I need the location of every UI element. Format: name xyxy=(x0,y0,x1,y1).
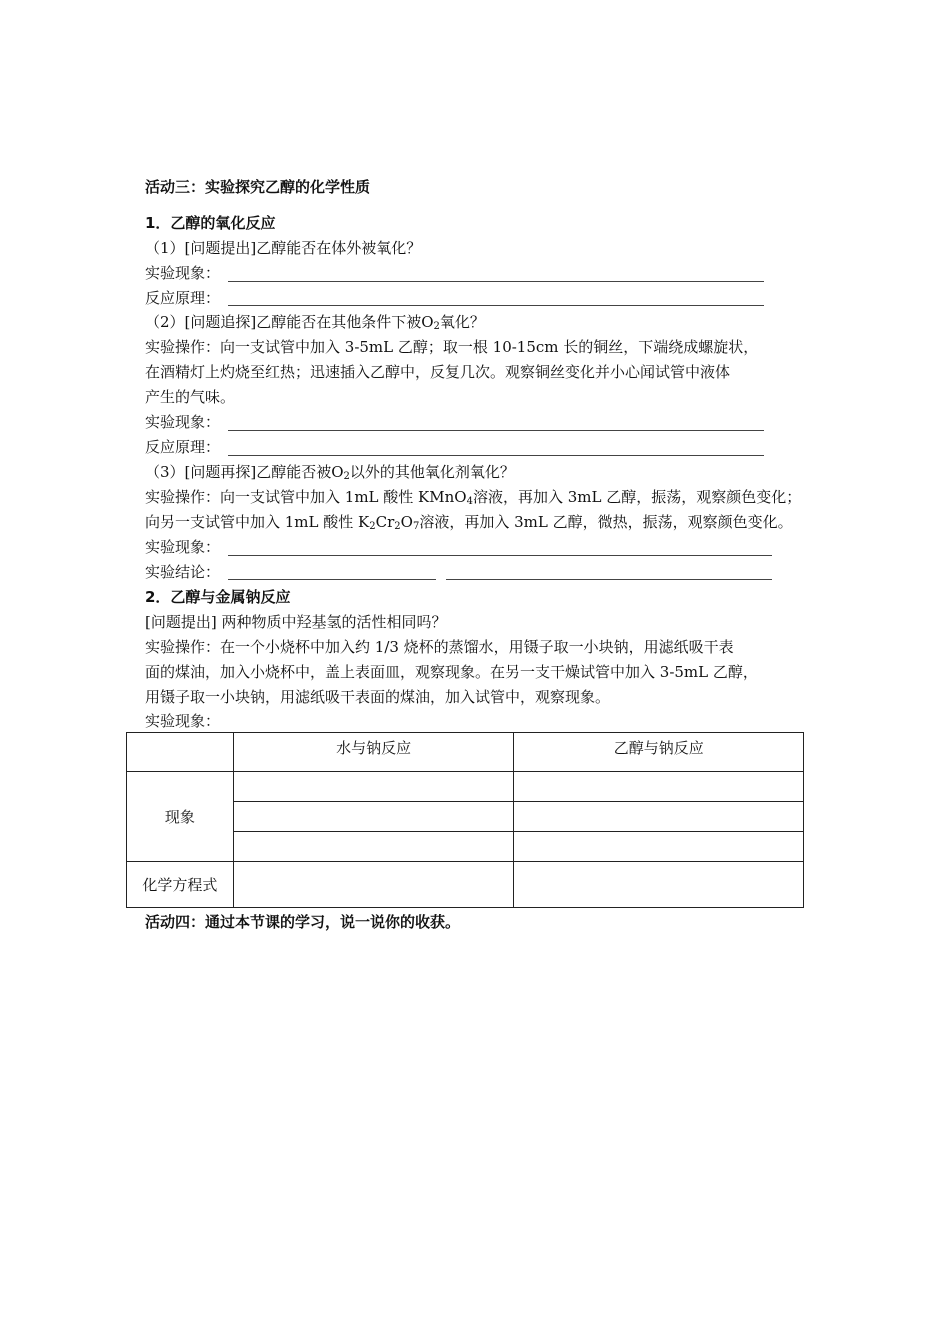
q3-text: （3）[问题再探]乙醇能否被$O_2$以外的其他氧化剂氧化？ xyxy=(145,463,515,482)
ethanol-phenomenon-cell-1[interactable] xyxy=(514,772,804,802)
q2-phenomenon-blank[interactable] xyxy=(228,430,764,431)
table-row xyxy=(127,862,804,908)
q2-operation-line-1: 实验操作：向一支试管中加入 3-5mL 乙醇；取一根 10-15cm 长的铜丝，下端绕成螺旋状， xyxy=(145,338,759,356)
ethanol-phenomenon-cell-2[interactable] xyxy=(514,802,804,832)
water-phenomenon-cell-2[interactable] xyxy=(233,802,514,832)
water-equation-cell[interactable] xyxy=(233,862,514,908)
q3-conclusion-blank-1[interactable] xyxy=(228,579,436,580)
q1-phenomenon-blank[interactable] xyxy=(228,281,764,282)
row-label-equation: 化学方程式 xyxy=(127,862,234,908)
table-corner-cell xyxy=(127,733,234,772)
section2-title: 2．乙醇与金属钠反应 xyxy=(145,588,291,606)
q1-principle-blank[interactable] xyxy=(228,305,764,306)
section1-title: 1．乙醇的氧化反应 xyxy=(145,214,276,232)
q1-principle-label: 反应原理： xyxy=(145,289,221,307)
q2-text: （2）[问题追探]乙醇能否在其他条件下被$O_2$氧化？ xyxy=(145,313,485,332)
sodium-reaction-table xyxy=(126,732,804,908)
water-phenomenon-cell-1[interactable] xyxy=(233,772,514,802)
q3-operation-line-2: 向另一支试管中加入 1mL 酸性 $K_2Cr_2O_7$溶液，再加入 3mL 乙醇，微热，振荡，观察颜色变化。 xyxy=(145,513,793,532)
q3-operation-line-1: 实验操作：向一支试管中加入 1mL 酸性 KMnO$_4$溶液，再加入 3mL 乙醇，振荡，观察颜色变化； xyxy=(145,488,802,507)
q2-operation-line-3: 产生的气味。 xyxy=(145,388,236,406)
header-ethanol-sodium: 乙醇与钠反应 xyxy=(514,733,804,772)
s2-question: [问题提出] 两种物质中羟基氢的活性相同吗？ xyxy=(145,613,447,631)
q1-text: （1）[问题提出]乙醇能否在体外被氧化？ xyxy=(145,239,422,257)
q2-phenomenon-label: 实验现象： xyxy=(145,413,221,431)
q3-phenomenon-blank[interactable] xyxy=(228,555,772,556)
water-phenomenon-cell-3[interactable] xyxy=(233,832,514,862)
activity3-title: 活动三：实验探究乙醇的化学性质 xyxy=(145,178,371,196)
q3-phenomenon-label: 实验现象： xyxy=(145,538,221,556)
s2-phenomenon-label: 实验现象： xyxy=(145,712,221,730)
ethanol-phenomenon-cell-3[interactable] xyxy=(514,832,804,862)
activity4-title: 活动四：通过本节课的学习，说一说你的收获。 xyxy=(145,913,461,931)
q2-operation-line-2: 在酒精灯上灼烧至红热；迅速插入乙醇中，反复几次。观察铜丝变化并小心闻试管中液体 xyxy=(145,363,731,381)
s2-operation-line-3: 用镊子取一小块钠，用滤纸吸干表面的煤油，加入试管中，观察现象。 xyxy=(145,688,611,706)
q2-principle-label: 反应原理： xyxy=(145,438,221,456)
ethanol-equation-cell[interactable] xyxy=(514,862,804,908)
s2-operation-line-2: 面的煤油，加入小烧杯中，盖上表面皿，观察现象。在另一支干燥试管中加入 3-5mL 乙醇， xyxy=(145,663,758,681)
row-label-phenomenon: 现象 xyxy=(127,772,234,862)
table-header-row xyxy=(127,733,804,772)
table-row xyxy=(127,772,804,802)
s2-operation-line-1: 实验操作：在一个小烧杯中加入约 1/3 烧杯的蒸馏水，用镊子取一小块钠，用滤纸吸干表 xyxy=(145,638,734,656)
q3-conclusion-label: 实验结论： xyxy=(145,563,221,581)
q1-phenomenon-label: 实验现象： xyxy=(145,264,221,282)
header-water-sodium: 水与钠反应 xyxy=(233,733,514,772)
q2-principle-blank[interactable] xyxy=(228,455,764,456)
q3-conclusion-blank-2[interactable] xyxy=(446,579,772,580)
